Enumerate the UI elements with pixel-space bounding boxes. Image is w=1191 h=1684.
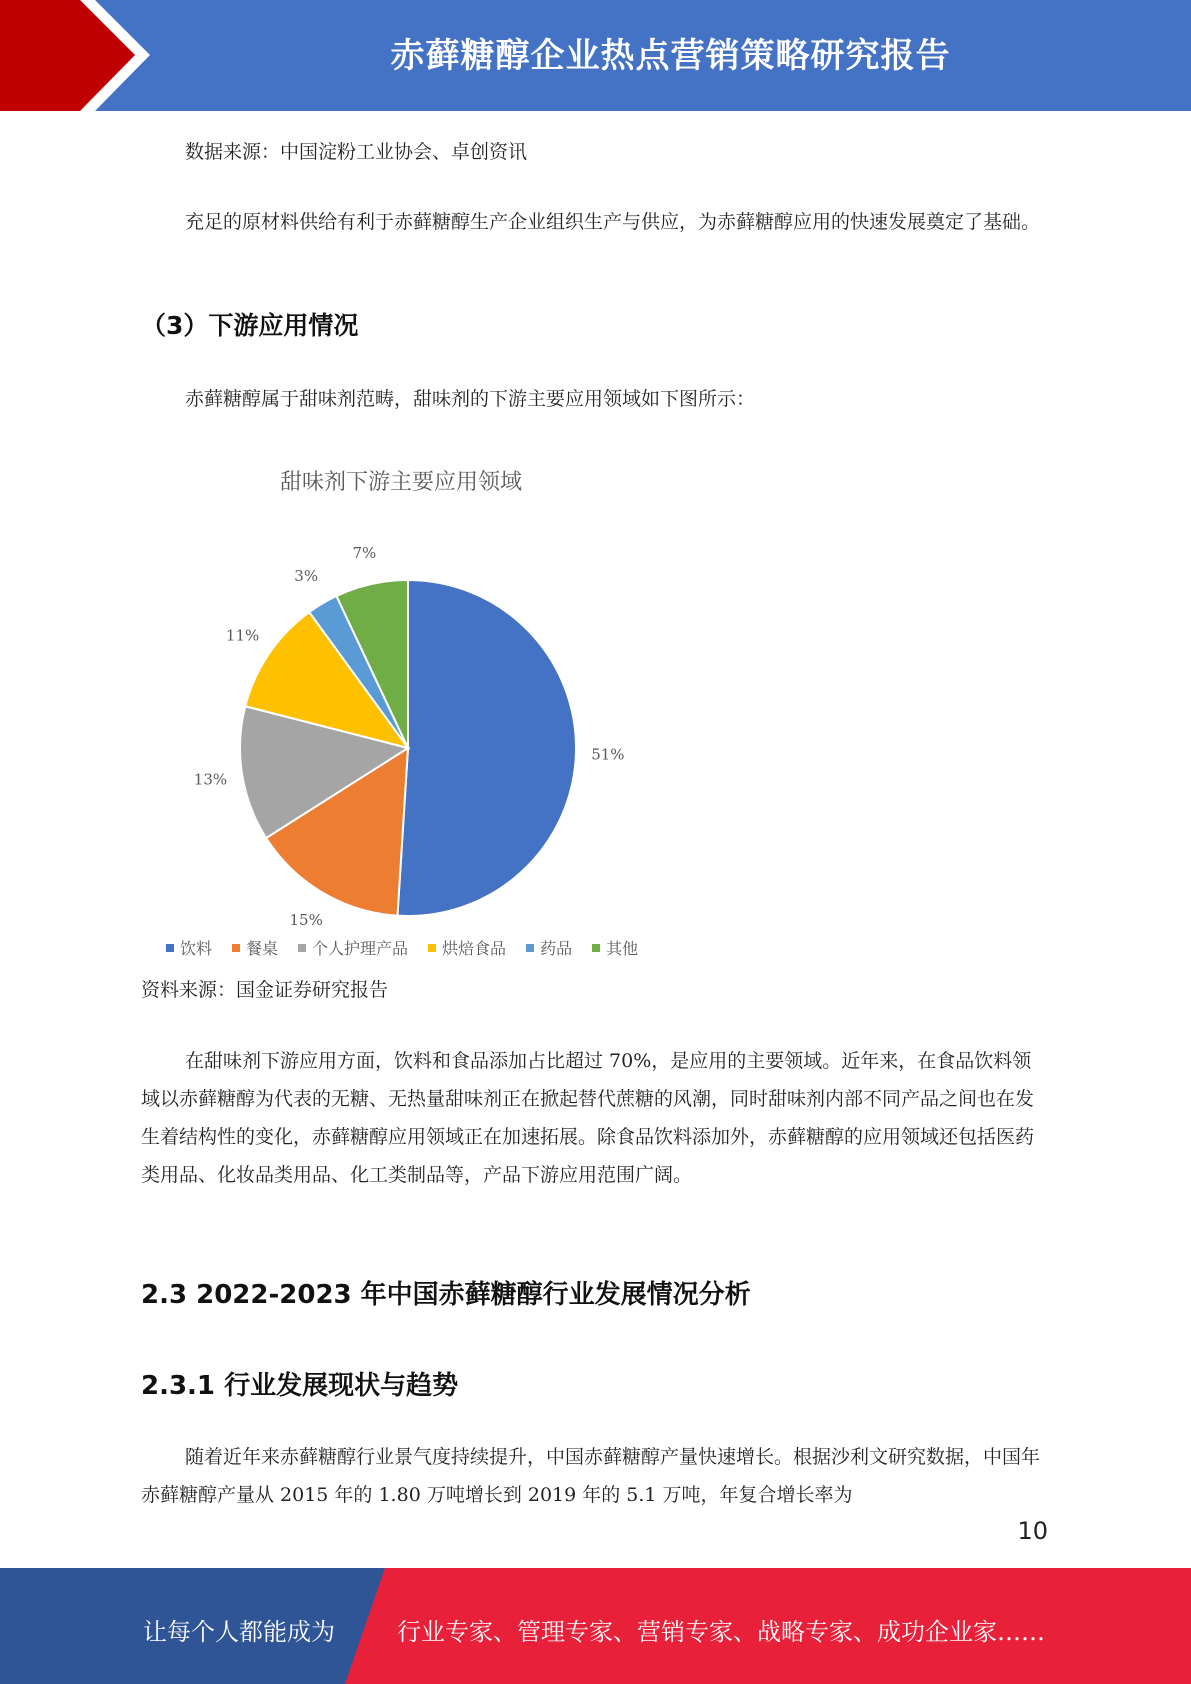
heading-downstream: （3）下游应用情况 xyxy=(141,311,359,340)
legend-item xyxy=(428,936,506,959)
footer-banner xyxy=(0,1568,1191,1684)
legend-swatch xyxy=(232,944,240,952)
legend-swatch xyxy=(526,944,534,952)
header-banner xyxy=(0,0,1191,111)
chart-title: 甜味剂下游主要应用领域 xyxy=(280,470,523,495)
legend-label: 饮料 xyxy=(180,939,213,958)
report-title: 赤藓糖醇企业热点营销策略研究报告 xyxy=(390,36,951,76)
legend-item xyxy=(298,936,408,959)
paragraph-raw-material: 充足的原材料供给有利于赤藓糖醇生产企业组织生产与供应，为赤藓糖醇应用的快速发展奠定了基础。 xyxy=(185,211,1041,233)
legend-label: 餐桌 xyxy=(246,939,279,958)
legend-item xyxy=(592,936,638,959)
pie-chart xyxy=(150,455,670,975)
pie-chart-svg xyxy=(150,495,670,975)
pie-slice-饮料 xyxy=(397,580,576,916)
legend-label: 药品 xyxy=(540,939,573,958)
legend-item xyxy=(232,936,278,959)
data-source-note: 数据来源：中国淀粉工业协会、卓创资讯 xyxy=(185,141,528,163)
data-source-chart: 资料来源：国金证券研究报告 xyxy=(141,979,389,1001)
chart-legend xyxy=(166,936,638,959)
legend-swatch xyxy=(592,944,600,952)
legend-label: 烘焙食品 xyxy=(442,939,507,958)
paragraph-sweetener-intro: 赤藓糖醇属于甜味剂范畴，甜味剂的下游主要应用领域如下图所示： xyxy=(185,388,756,410)
legend-item xyxy=(526,936,572,959)
pie-data-label: 51% xyxy=(591,745,625,764)
page-number: 10 xyxy=(1017,1517,1048,1545)
pie-data-label: 3% xyxy=(294,566,319,585)
legend-item xyxy=(166,936,212,959)
legend-label: 个人护理产品 xyxy=(312,939,409,958)
pie-data-label: 11% xyxy=(225,626,260,645)
legend-label: 其他 xyxy=(606,939,639,958)
pie-data-label: 7% xyxy=(352,543,377,562)
footer-slogan-right: 行业专家、管理专家、营销专家、战略专家、成功企业家…… xyxy=(397,1618,1045,1646)
pie-data-label: 13% xyxy=(193,770,228,789)
legend-swatch xyxy=(166,944,174,952)
pie-data-label: 15% xyxy=(289,911,323,930)
paragraph-industry-status: 随着近年来赤藓糖醇行业景气度持续提升，中国赤藓糖醇产量快速增长。根据沙利文研究数据，中国年赤藓糖醇产量从 2015 年的 1.80 万吨增长到 2019 年的 5.1 万吨，年复合增长率为 xyxy=(141,1446,1041,1506)
legend-swatch xyxy=(298,944,306,952)
heading-section-2-3-1: 2.3.1 行业发展现状与趋势 xyxy=(141,1371,459,1401)
legend-swatch xyxy=(428,944,436,952)
footer-slogan-left: 让每个人都能成为 xyxy=(143,1618,335,1646)
heading-section-2-3: 2.3 2022-2023 年中国赤藓糖醇行业发展情况分析 xyxy=(141,1280,751,1310)
paragraph-downstream-analysis: 在甜味剂下游应用方面，饮料和食品添加占比超过 70%，是应用的主要领域。近年来，在食品饮料领域以赤藓糖醇为代表的无糖、无热量甜味剂正在掀起替代蔗糖的风潮，同时甜味剂内部不同产品之间也在发生着结构性的变化，赤藓糖醇应用领域正在加速拓展。除食品饮料添加外，赤藓糖醇的应用领域还包括医药类用品、化妆品类用品、化工类制品等，产品下游应用范围广阔。 xyxy=(141,1050,1035,1186)
